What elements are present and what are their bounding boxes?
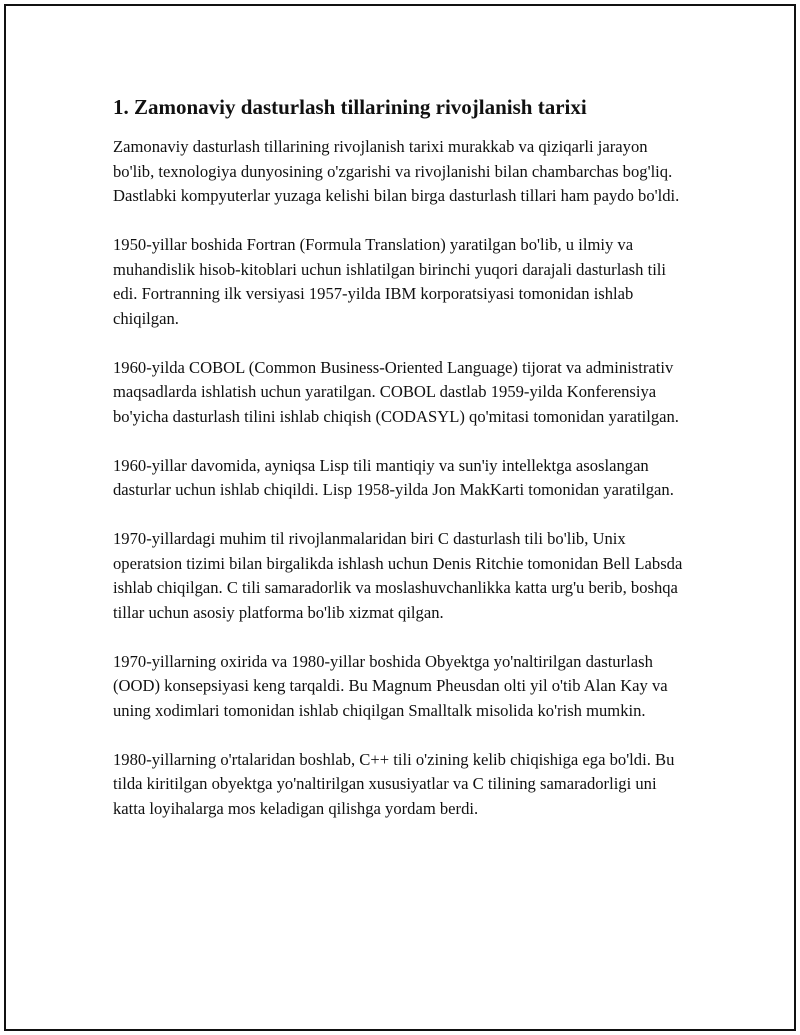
paragraph-intro: Zamonaviy dasturlash tillarining rivojlanish tarixi murakkab va qiziqarli jarayon bo'lib, texnologiya dunyosining o'zgarishi va rivojlanishi bilan chambarchas bog'liq. Dastlabki kompyuterlar yuzaga kelishi bilan birga dasturlash tillari ham paydo bo'ldi. (113, 137, 680, 205)
document-body (113, 93, 683, 846)
paragraph-lisp: 1960-yillar davomida, ayniqsa Lisp tili mantiqiy va sun'iy intellektga asoslangan dasturlar uchun ishlab chiqildi. Lisp 1958-yilda Jon MakKarti tomonidan yaratilgan. (113, 455, 674, 499)
paragraph-c-language: 1970-yillardagi muhim til rivojlanmalaridan biri C dasturlash tili bo'lib, Unix operatsion tizimi bilan birgalikda ishlash uchun Denis Ritchie tomonidan Bell Labsda ishlab chiqilgan. C tili samaradorlik va moslashuvchanlikka katta urg'u berib, boshqa tillar uchun asosiy platforma bo'lib xizmat qilgan. (113, 529, 683, 622)
paragraph-fortran: 1950-yillar boshida Fortran (Formula Translation) yaratilgan bo'lib, u ilmiy va muhandislik hisob-kitoblari uchun ishlatilgan birinchi yuqori darajali dasturlash tili edi. Fortranning ilk versiyasi 1957-yilda IBM korporatsiyasi tomonidan ishlab chiqilgan. (113, 235, 667, 328)
paragraph-cpp: 1980-yillarning o'rtalaridan boshlab, C++ tili o'zining kelib chiqishiga ega bo'ldi. Bu tilda kiritilgan obyektga yo'naltirilgan xususiyatlar va C tilining samaradorligi uni katta loyihalarga mos keladigan qilishga yordam berdi. (113, 749, 675, 818)
paragraph-cobol: 1960-yilda COBOL (Common Business-Oriented Language) tijorat va administrativ maqsadlarda ishlatish uchun yaratilgan. COBOL dastlab 1959-yilda Konferensiya bo'yicha dasturlash tilini ishlab chiqish (CODASYL) qo'mitasi tomonidan yaratilgan. (113, 357, 679, 426)
document-title: 1. Zamonaviy dasturlash tillarining rivojlanish tarixi (113, 95, 587, 119)
paragraph-oop: 1970-yillarning oxirida va 1980-yillar boshida Obyektga yo'naltirilgan dasturlash (OOD) konsepsiyasi keng tarqaldi. Bu Magnum Pheusdan olti yil o'tib Alan Kay va uning xodimlari tomonidan ishlab chiqilgan Smalltalk misolida ko'rish mumkin. (113, 651, 668, 720)
